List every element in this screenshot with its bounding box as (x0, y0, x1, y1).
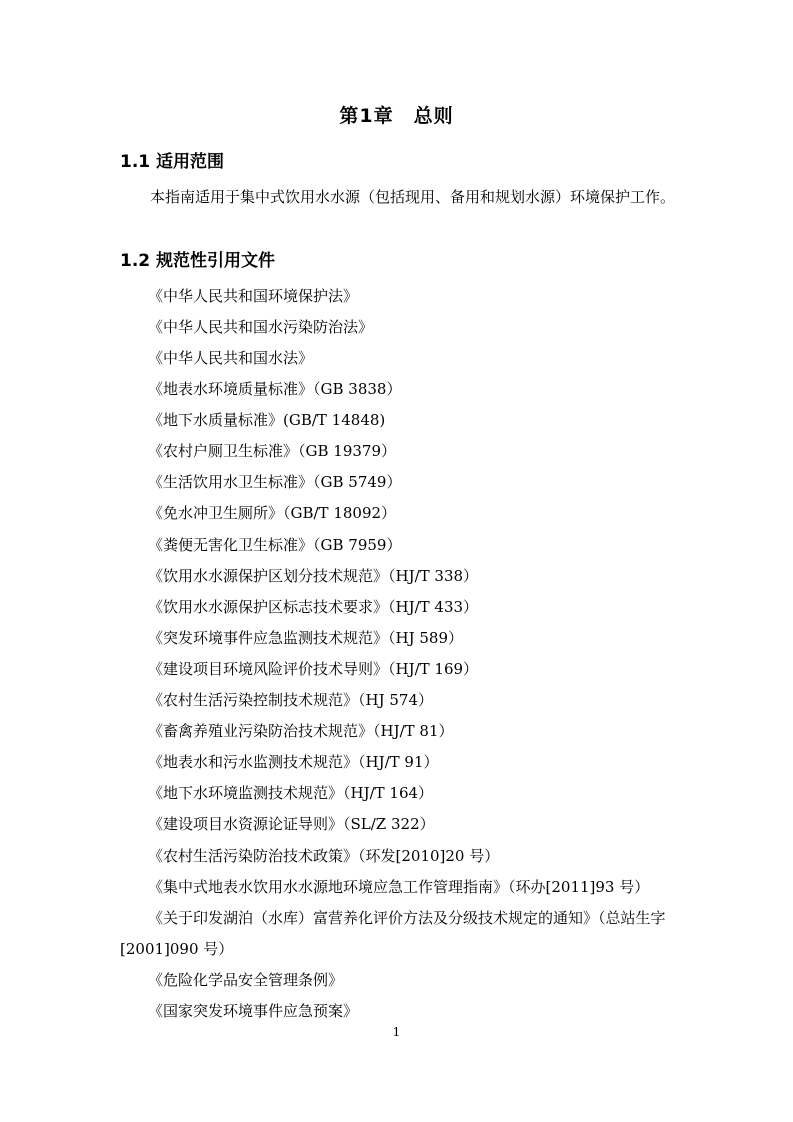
chapter-title: 第1章 总则 (339, 105, 454, 127)
reference-item: 《地下水环境监测技术规范》（HJ/T 164） (148, 784, 434, 802)
section-heading-references: 1.2 规范性引用文件 (120, 251, 276, 271)
reference-item: 《关于印发湖泊（水库）富营养化评价方法及分级技术规定的通知》（总站生字[2001]090 号） (120, 909, 666, 958)
reference-item: 《免水冲卫生厕所》（GB/T 18092） (148, 504, 397, 522)
reference-item: 《农村户厕卫生标准》（GB 19379） (148, 442, 396, 460)
page-number: 1 (392, 1025, 401, 1039)
reference-item: 《生活饮用水卫生标准》（GB 5749） (148, 473, 402, 491)
reference-item: 《中华人民共和国环境保护法》 (148, 287, 359, 305)
reference-item: 《地下水质量标准》(GB/T 14848) (148, 411, 386, 429)
reference-item: 《危险化学品安全管理条例》 (148, 971, 344, 989)
reference-item: 《地表水环境质量标准》（GB 3838） (148, 380, 402, 398)
reference-item: 《农村生活污染控制技术规范》（HJ 574） (148, 691, 433, 709)
section-heading-scope: 1.1 适用范围 (120, 152, 225, 172)
reference-item: 《国家突发环境事件应急预案》 (148, 1002, 359, 1020)
reference-item: 《畜禽养殖业污染防治技术规范》（HJ/T 81） (148, 722, 454, 740)
reference-item: 《饮用水水源保护区标志技术要求》（HJ/T 433） (148, 598, 479, 616)
reference-item: 《粪便无害化卫生标准》（GB 7959） (148, 536, 402, 554)
reference-item: 《中华人民共和国水法》 (148, 349, 314, 367)
reference-item: 《建设项目环境风险评价技术导则》（HJ/T 169） (148, 660, 479, 678)
reference-item: 《地表水和污水监测技术规范》（HJ/T 91） (148, 753, 439, 771)
reference-item: 《饮用水水源保护区划分技术规范》（HJ/T 338） (148, 567, 479, 585)
reference-item: 《集中式地表水饮用水水源地环境应急工作管理指南》（环办[2011]93 号） (148, 878, 650, 896)
reference-item: 《农村生活污染防治技术政策》（环发[2010]20 号） (148, 847, 500, 865)
reference-item: 《突发环境事件应急监测技术规范》（HJ 589） (148, 629, 463, 647)
reference-item: 《建设项目水资源论证导则》（SL/Z 322） (148, 815, 435, 833)
reference-item: 《中华人民共和国水污染防治法》 (148, 318, 374, 336)
scope-paragraph: 本指南适用于集中式饮用水水源（包括现用、备用和规划水源）环境保护工作。 (150, 188, 676, 206)
